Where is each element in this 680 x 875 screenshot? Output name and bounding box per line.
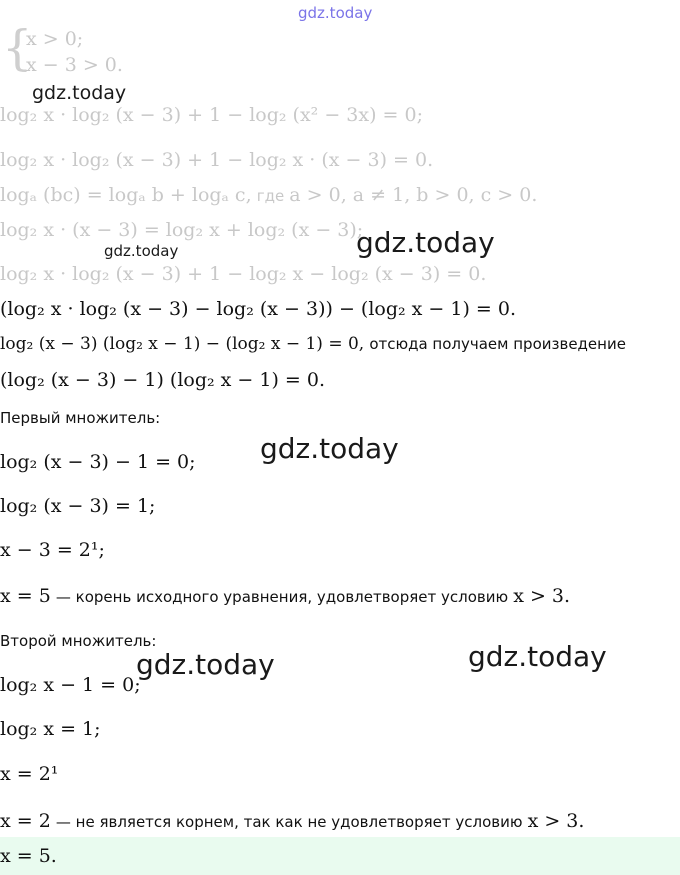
- first-root: x = 5: [0, 585, 51, 607]
- log-property-formula: logₐ (bc) = logₐ b + logₐ c,: [0, 184, 252, 206]
- second-root-text: — не является корнем, так как не удовлетворяет условию: [55, 813, 523, 831]
- equation-line-8: (log₂ (x − 3) − 1) (log₂ x − 1) = 0.: [0, 369, 326, 391]
- second-step-2: log₂ x = 1;: [0, 718, 101, 740]
- equation-line-5: log₂ x · log₂ (x − 3) + 1 − log₂ x − log₂ (x − 3) = 0.: [0, 263, 487, 285]
- second-root: x = 2: [0, 810, 51, 832]
- equation-line-6: (log₂ x · log₂ (x − 3) − log₂ (x − 3)) − (log₂ x − 1) = 0.: [0, 298, 517, 320]
- first-root-condition: x > 3.: [513, 585, 571, 607]
- second-step-4: [0, 810, 584, 832]
- log-property-condition: a > 0, a ≠ 1, b > 0, c > 0.: [289, 184, 538, 206]
- watermark-top: gdz.today: [298, 4, 373, 22]
- first-step-4: [0, 585, 570, 607]
- equation-line-4: log₂ x · (x − 3) = log₂ x + log₂ (x − 3);: [0, 219, 364, 241]
- system-condition-2: x − 3 > 0.: [26, 54, 123, 76]
- second-step-1: log₂ x − 1 = 0;: [0, 674, 141, 696]
- first-step-1: log₂ (x − 3) − 1 = 0;: [0, 451, 196, 473]
- equation-line-7-text: отсюда получаем произведение: [369, 335, 626, 353]
- first-step-2: log₂ (x − 3) = 1;: [0, 495, 156, 517]
- answer-box: [0, 837, 680, 875]
- watermark: gdz.today: [104, 242, 179, 260]
- watermark: gdz.today: [136, 648, 275, 681]
- system-condition-1: x > 0;: [26, 28, 84, 50]
- equation-line-1: log₂ x · log₂ (x − 3) + 1 − log₂ (x² − 3x) = 0;: [0, 104, 424, 126]
- equation-line-7: [0, 334, 626, 354]
- final-answer: x = 5.: [0, 845, 57, 867]
- second-root-condition: x > 3.: [527, 810, 585, 832]
- watermark: gdz.today: [32, 82, 127, 104]
- watermark: gdz.today: [468, 640, 607, 673]
- log-property-text: где: [256, 187, 285, 205]
- second-step-3: x = 2¹: [0, 763, 59, 785]
- equation-line-2: log₂ x · log₂ (x − 3) + 1 − log₂ x · (x − 3) = 0.: [0, 149, 434, 171]
- first-root-text: — корень исходного уравнения, удовлетворяет условию: [55, 588, 509, 606]
- first-factor-heading: Первый множитель:: [0, 409, 161, 427]
- watermark: gdz.today: [356, 226, 495, 259]
- system-brace: {: [2, 20, 33, 76]
- equation-line-3: [0, 184, 537, 206]
- equation-line-7-formula: log₂ (x − 3) (log₂ x − 1) − (log₂ x − 1) = 0,: [0, 334, 365, 354]
- second-factor-heading: Второй множитель:: [0, 632, 157, 650]
- watermark: gdz.today: [260, 432, 399, 465]
- first-step-3: x − 3 = 2¹;: [0, 539, 105, 561]
